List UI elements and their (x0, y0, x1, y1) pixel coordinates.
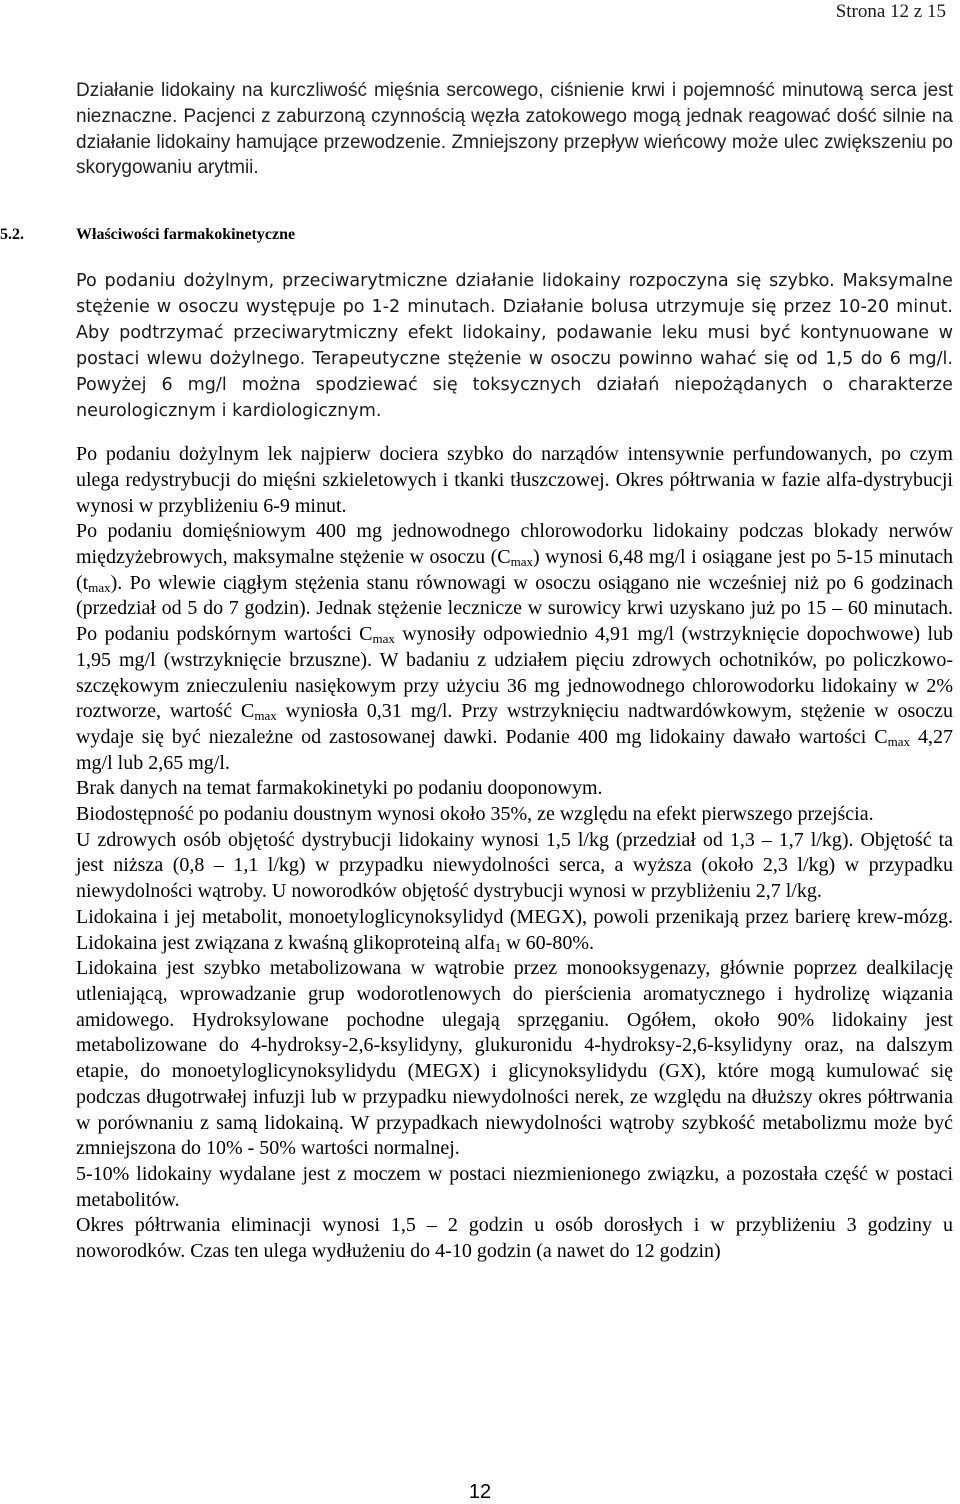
text-run: Po podaniu domięśniowym 400 mg jednowodnego chlorowodorku lidokainy podczas blokady nerwów międzyżebrowych, maksymalne stężenie w osoczu (C (76, 520, 953, 569)
section-title: Właściwości farmakokinetyczne (76, 226, 296, 244)
text-run: ) wynosi 6,48 mg/l i osiągane jest po 5-15 minutach (t (76, 546, 954, 594)
paragraph-blood-brain-barrier (76, 905, 953, 956)
intro-sentence-1: Działanie lidokainy na kurczliwość mięśnia sercowego, ciśnienie krwi i pojemność minutową serca jest nieznaczne. (76, 80, 953, 127)
paragraph-bioavailability: Biodostępność po podaniu doustnym wynosi około 35%, ze względu na efekt pierwszego przejścia. (76, 803, 874, 826)
intro-sentence-2: Pacjenci z zaburzoną czynnością węzła zatokowego mogą jednak reagować dość silnie na działanie lidokainy hamujące przewodzenie. Zmniejszony przepływ wieńcowy może ulec zwiększeniu po skorygowaniu arytmii. (76, 105, 954, 179)
section-intro-paragraph (76, 269, 953, 424)
paragraph-excretion: 5-10% lidokainy wydalane jest z moczem w postaci niezmienionego związku, a pozostała część w postaci metabolitów. (76, 1162, 953, 1211)
text-run: Lidokaina i jej metabolit, monoetyloglicynoksylidyd (MEGX), powoli przenikają przez barierę krew-mózg. Lidokaina jest związana z kwaśną glikoproteiną alfa (76, 905, 953, 954)
paragraph-intrathecal: Brak danych na temat farmakokinetyki po podaniu dooponowym. (76, 777, 603, 800)
text-run: w 60-80%. (501, 931, 594, 954)
text-run: 4,27 mg/l lub 2,65 mg/l. (76, 725, 953, 774)
intro-paragraph (76, 78, 953, 181)
section-heading (0, 226, 953, 244)
paragraph-distribution: Po podaniu dożylnym lek najpierw dociera szybko do narządów intensywnie perfundowanych, po czym ulega redystrybucji do mięśni szkieletowych i tkanki tłuszczowej. Okres półtrwania w fazie alfa-dystrybucji wynosi w przybliżeniu 6-9 minut. (76, 443, 953, 517)
subscript-max: max (254, 708, 277, 724)
text-run: ). Po wlewie ciągłym stężenia stanu równowagi w osoczu osiągano nie wcześniej niż po 6 godzinach (przedział od 5 do 7 godzin). Jednak stężenie lecznicze w surowicy krwi uzyskano już po 15 – 60 minutach. Po podaniu podskórnym wartości C (76, 571, 953, 646)
subscript-max: max (88, 579, 111, 595)
section-intro-text: Po podaniu dożylnym, przeciwarytmiczne działanie lidokainy rozpoczyna się szybko. Maksymalne stężenie w osoczu występuje po 1-2 minutach. (76, 271, 953, 318)
text-run: wynosiły odpowiednio 4,91 mg/l (wstrzyknięcie dopochwowe) lub 1,95 mg/l (wstrzyknięcie brzuszne). W badaniu z udziałem pięciu zdrowych ochotników, po policzkowo-szczękowym znieczuleniu nasiękowym przy użyciu 36 mg jednowodnego chlorowodorku lidokainy w 2% roztworze, wartość C (76, 623, 954, 723)
paragraph-half-life: Okres półtrwania eliminacji wynosi 1,5 – 2 godzin u osób dorosłych i w przybliżeniu 3 godziny u noworodków. Czas ten ulega wydłużeniu do 4-10 godzin (a nawet do 12 godzin) (76, 1214, 953, 1263)
page-header-label: Strona 12 z 15 (835, 1, 946, 22)
paragraph-intramuscular (76, 519, 953, 776)
paragraph-1-rest: Działanie bolusa utrzymuje się przez 10-20 minut. Aby podtrzymać przeciwarytmiczny efekt lidokainy, podawanie leku musi być kontynuowane w postaci wlewu dożylnego. Terapeutyczne stężenie w osoczu powinno wahać się od 1,5 do 6 mg/l. Powyżej 6 mg/l można spodziewać się toksycznych działań niepożądanych o charakterze neurologicznym i kardiologicznym. (76, 297, 953, 421)
section-number: 5.2. (0, 226, 24, 244)
page-number: 12 (468, 1481, 492, 1503)
paragraph-volume-distribution: U zdrowych osób objętość dystrybucji lidokainy wynosi 1,5 l/kg (przedział od 1,3 – 1,7 l/kg). Objętość ta jest niższa (0,8 – 1,1 l/kg) w przypadku niewydolności serca, a wyższa (około 2,3 l/kg) w przypadku niewydolności wątroby. U noworodków objętość dystrybucji wynosi w przybliżeniu 2,7 l/kg. (76, 828, 953, 903)
subscript-max: max (887, 733, 911, 749)
paragraph-metabolism: Lidokaina jest szybko metabolizowana w wątrobie przez monooksygenazy, głównie poprzez dealkilację utleniającą, wprowadzanie grup wodorotlenowych do pierścienia aromatycznego i hydrolizę wiązania amidowego. Hydroksylowane pochodne ulegają sprzęganiu. Ogółem, około 90% lidokainy jest metabolizowane do 4-hydroksy-2,6-ksylidyny, glukuronidu 4-hydroksy-2,6-ksylidyny oraz, na dalszym etapie, do monoetyloglicynoksylidydu (MEGX) i glicynoksylidydu (GX), które mogą kumulować się podczas długotrwałej infuzji lub w przypadku niewydolności nerek, ze względu na dłuższy okres półtrwania w porównaniu z samą lidokainą. W przypadkach niewydolności wątroby szybkość metabolizmu może być zmniejszona do 10% - 50% wartości normalnej. (76, 957, 953, 1160)
document-body (0, 78, 954, 1265)
text-run: wyniosła 0,31 mg/l. Przy wstrzyknięciu nadtwardówkowym, stężenie w osoczu wydaje się być niezależne od zastosowanej dawki. Podanie 400 mg lidokainy dawało wartości C (76, 700, 953, 748)
subscript-1: 1 (494, 939, 502, 955)
subscript-max: max (372, 631, 395, 647)
subscript-max: max (510, 554, 533, 570)
